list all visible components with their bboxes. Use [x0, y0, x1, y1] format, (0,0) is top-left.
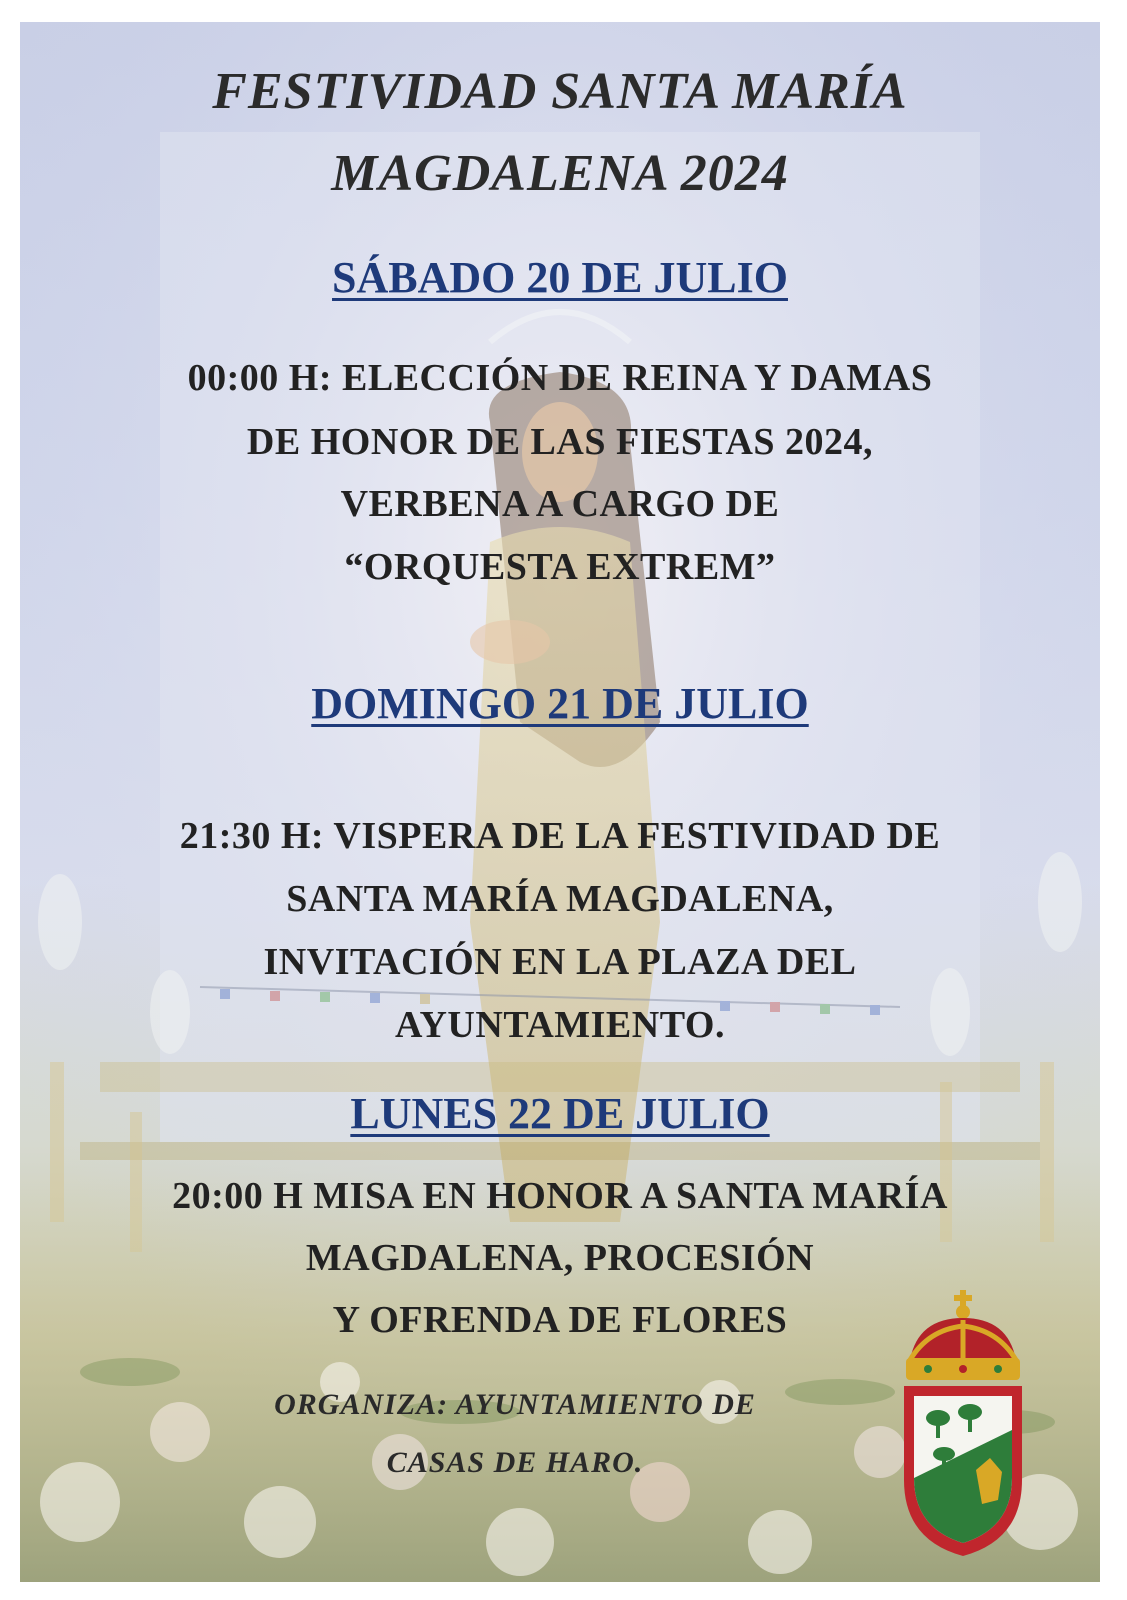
monday-line-3: Y OFRENDA DE FLORES	[332, 1299, 788, 1341]
organizer-line-1: ORGANIZA: AYUNTAMIENTO DE	[274, 1388, 756, 1421]
sunday-line-2: SANTA MARÍA MAGDALENA,	[286, 878, 834, 920]
sunday-heading-text: DOMINGO 21 DE JULIO	[311, 679, 809, 728]
monday-heading-text: LUNES 22 DE JULIO	[350, 1089, 770, 1138]
coat-of-arms-icon	[898, 1290, 1028, 1560]
sunday-line-1: 21:30 H: VISPERA DE LA FESTIVIDAD DE	[179, 815, 941, 857]
saturday-line-2: DE HONOR DE LAS FIESTAS 2024,	[246, 421, 874, 463]
sunday-heading	[20, 678, 1100, 729]
monday-line-2: MAGDALENA, PROCESIÓN	[305, 1237, 815, 1279]
monday-line-1: 20:00 H MISA EN HONOR A SANTA MARÍA	[172, 1175, 948, 1217]
saturday-line-3: VERBENA A CARGO DE	[340, 483, 780, 525]
saturday-line-1: 00:00 H: ELECCIÓN DE REINA Y DAMAS	[187, 357, 933, 399]
saturday-line-4: “ORQUESTA EXTREM”	[344, 546, 776, 588]
monday-heading	[20, 1088, 1100, 1139]
sunday-line-3: INVITACIÓN EN LA PLAZA DEL	[263, 941, 857, 983]
saturday-heading	[20, 252, 1100, 303]
saturday-heading-text: SÁBADO 20 DE JULIO	[332, 253, 788, 302]
festival-poster	[20, 22, 1100, 1582]
sunday-line-4: AYUNTAMIENTO.	[395, 1004, 725, 1046]
poster-title-line-2: MAGDALENA 2024	[331, 145, 789, 202]
poster-title-line-1: FESTIVIDAD SANTA MARÍA	[212, 63, 908, 120]
organizer-line-2: CASAS DE HARO.	[386, 1446, 644, 1479]
